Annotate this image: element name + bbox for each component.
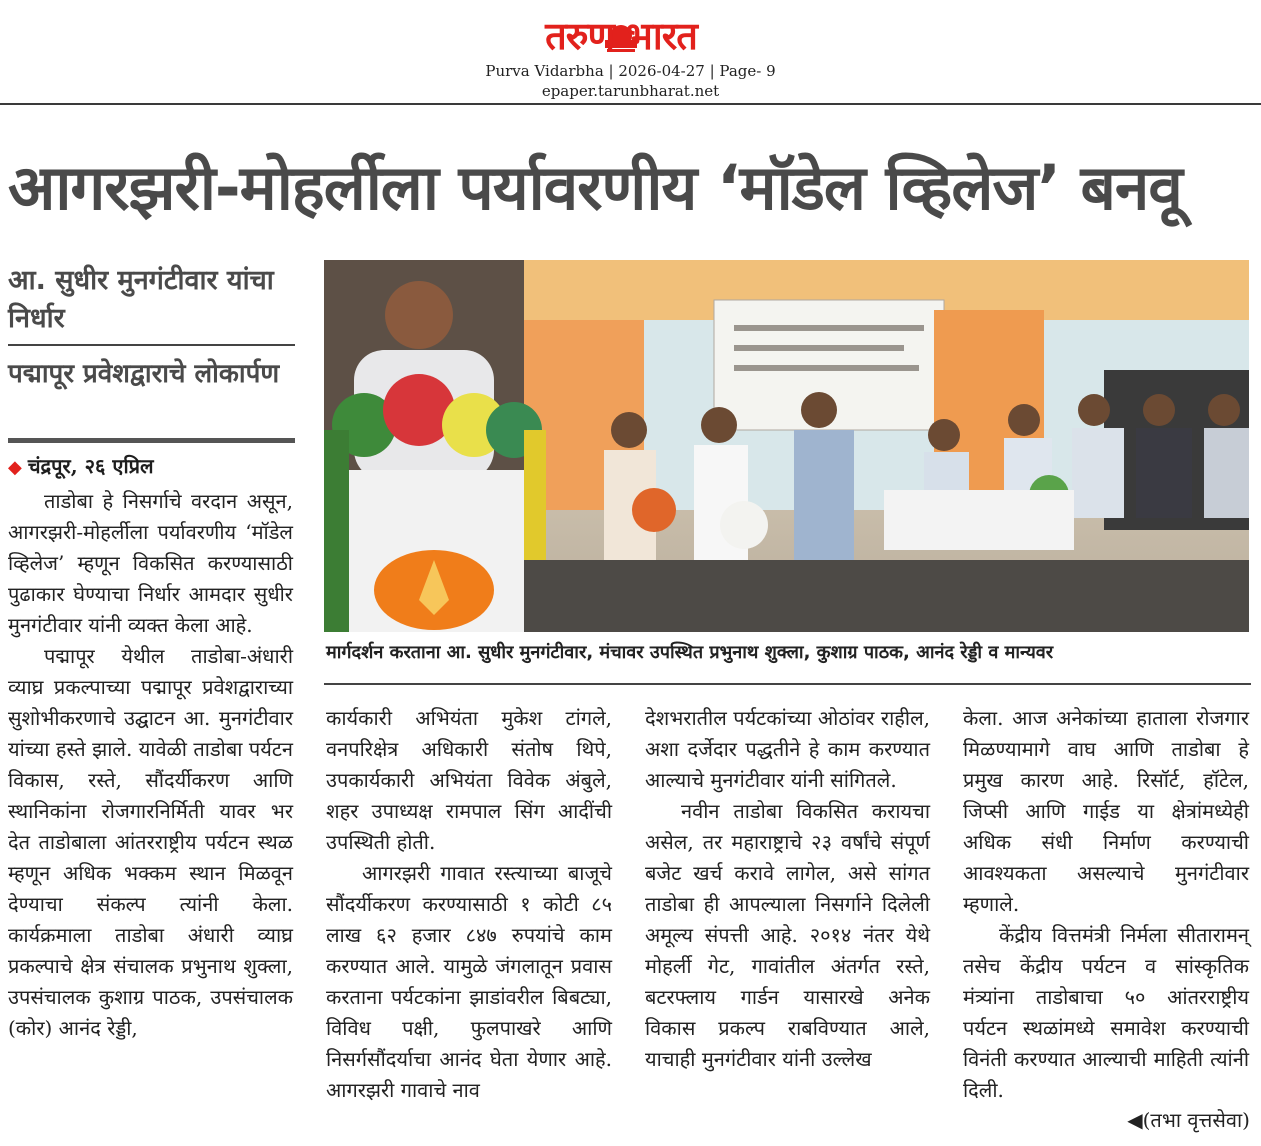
paragraph: नवीन ताडोबा विकसित करायचा असेल, तर महाराष्ट्राचे २३ वर्षांचे संपूर्ण बजेट खर्च करावे लागेल, असे सांगत ताडोबा ही आपल्याला निसर्गाने दिलेली अमूल्य संपत्ती आहे. २०१४ नंतर येथे मोहर्ली गेट, गावांतील अंतर्गत रस्ते, बटरफ्लाय गार्डन यासारखे अनेक विकास प्रकल्प राबविण्यात आले, याचाही मुनगंटीवार यांनी उल्लेख [645, 799, 930, 1071]
event-photo-illustration [324, 260, 1249, 632]
subhead-divider-thick [8, 438, 295, 443]
paragraph: पद्मापूर येथील ताडोबा-अंधारी व्याघ्र प्रकल्पाच्या पद्मापूर प्रवेशद्वाराच्या सुशोभीकरणाचे उद्घाटन आ. मुनगंटीवार यांच्या हस्ते झाले. यावेळी ताडोबा पर्यटन विकास, रस्ते, सौंदर्यीकरण आणि स्थानिकांना रोजगारनिर्मिती यावर भर देत ताडोबाला आंतरराष्ट्रीय पर्यटन स्थळ म्हणून अधिक भक्कम स्थान मिळवून देण्याचा संकल्प त्यांनी केला. कार्यक्रमाला ताडोबा अंधारी व्याघ्र प्रकल्पाचे क्षेत्र संचालक प्रभुनाथ शुक्ला, उपसंचालक कुशाग्र पाठक, उपसंचालक (कोर) आनंद रेड्डी, [8, 644, 293, 1040]
paragraph: कार्यकारी अभियंता मुकेश टांगले, वनपरिक्षेत्र अधिकारी संतोष थिपे, उपकार्यकारी अभियंता विवेक अंबुले, शहर उपाध्यक्ष रामपाल सिंग आदींची उपस्थिती होती. [326, 706, 612, 854]
article-column-2 [326, 703, 612, 1106]
paragraph: केंद्रीय वित्तमंत्री निर्मला सीतारामन् तसेच केंद्रीय पर्यटन व सांस्कृतिक मंत्र्यांना ताडोबाचा ५० आंतरराष्ट्रीय पर्यटन स्थळांमध्ये समावेश करण्याची विनंती करण्यात आल्याची माहिती त्यांनी दिली. [963, 923, 1249, 1102]
paragraph: ताडोबा हे निसर्गाचे वरदान असून, आगरझरी-मोहर्लीला पर्यावरणीय ‘मॉडेल व्हिलेज’ म्हणून विकसित करण्यासाठी पुढाकार घेण्याचा निर्धार आमदार सुधीर मुनगंटीवार यांनी व्यक्त केला आहे. [8, 489, 293, 637]
site-url: epaper.tarunbharat.net [541, 82, 720, 100]
photo-caption: मार्गदर्शन करताना आ. सुधीर मुनगंटीवार, मंचावर उपस्थित प्रभुनाथ शुक्ला, कुशाग्र पाठक, आनंद रेड्डी व मान्यवर [326, 642, 1054, 663]
logo-text: तरुण भारत [545, 14, 697, 58]
subhead-secondary: पद्मापूर प्रवेशद्वाराचे लोकार्पण [8, 359, 280, 389]
dateline-text: चंद्रपूर, २६ एप्रिल [27, 454, 154, 478]
article-column-4 [963, 703, 1249, 1106]
subhead-primary: आ. सुधीर मुनगंटीवार यांचा निर्धार [8, 265, 274, 334]
event-photo [324, 260, 1249, 632]
paragraph: आगरझरी गावात रस्त्याच्या बाजूचे सौंदर्यीकरण करण्यासाठी १ कोटी ८५ लाख ६२ हजार ८४७ रुपयांचे काम करण्यात आले. यामुळे जंगलातून प्रवास करताना पर्यटकांना झाडांवरील बिबट्या, विविध पक्षी, फुलपाखरे आणि निसर्गसौंदर्याचा आनंद घेता येणार आहे. आगरझरी गावाचे नाव [326, 861, 612, 1102]
diamond-bullet-icon: ◆ [8, 457, 22, 478]
arrow-left-icon: ◀ [1127, 1108, 1143, 1132]
credit-text: (तभा वृत्तसेवा) [1142, 1108, 1250, 1132]
header-rule [0, 103, 1261, 105]
paragraph: केला. आज अनेकांच्या हाताला रोजगार मिळण्यामागे वाघ आणि ताडोबा हे प्रमुख कारण आहे. रिसॉर्ट, हॉटेल, जिप्सी आणि गाईड या क्षेत्रांमध्येही अधिक संधी निर्माण करण्याची आवश्यकता असल्याचे मुनगंटीवार म्हणाले. [963, 706, 1249, 916]
caption-rule [324, 683, 1251, 685]
headline: आगरझरी-मोहर्लीला पर्यावरणीय ‘मॉडेल व्हिलेज’ बनवू [8, 151, 1182, 224]
article-column-3 [645, 703, 930, 1075]
edition-line: Purva Vidarbha | 2026-04-27 | Page- 9 [485, 62, 776, 80]
subhead-divider [8, 344, 295, 346]
paragraph: देशभरातील पर्यटकांच्या ओठांवर राहील, अशा दर्जेदार पद्धतीने हे काम करण्यात आल्याचे मुनगंटीवार यांनी सांगितले. [645, 706, 930, 792]
dateline [8, 452, 298, 479]
masthead [0, 0, 1261, 104]
newspaper-logo [493, 12, 749, 60]
news-credit [1110, 1106, 1250, 1133]
article-column-1 [8, 486, 293, 1044]
